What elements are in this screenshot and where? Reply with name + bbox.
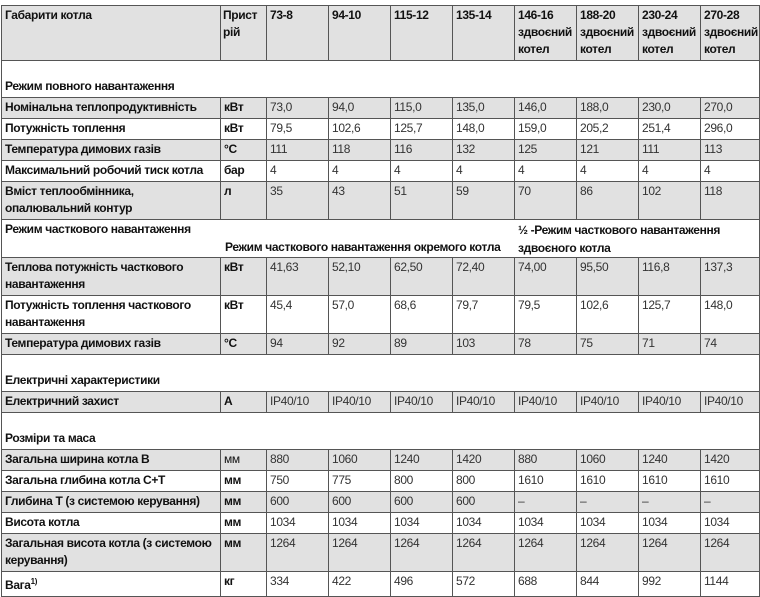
value-cell: 57,0 (329, 296, 391, 334)
value-cell: – (639, 492, 701, 513)
value-cell: 1034 (515, 513, 577, 534)
table-row (2, 492, 760, 513)
row-label-text: Температура димових газів (5, 142, 161, 156)
row-label (2, 450, 221, 471)
row-label (2, 140, 221, 161)
value-cell: 1034 (639, 513, 701, 534)
value-cell: 135,0 (453, 98, 515, 119)
row-unit: мм (221, 534, 267, 572)
value-cell: 1144 (701, 572, 760, 597)
value-cell: 230,0 (639, 98, 701, 119)
table-row (2, 119, 760, 140)
value-cell: 35 (267, 182, 329, 220)
section-title: Електричні характеристики (2, 355, 760, 392)
value-cell: 137,3 (701, 258, 760, 296)
value-cell: 1264 (391, 534, 453, 572)
value-cell: 496 (391, 572, 453, 597)
value-cell: 800 (453, 471, 515, 492)
table-row (2, 296, 760, 334)
value-cell: 1264 (515, 534, 577, 572)
section-title: Розміри та маса (2, 413, 760, 450)
value-cell: 41,63 (267, 258, 329, 296)
model-header: 270-28 здвоєний котел (701, 6, 760, 61)
row-label (2, 492, 221, 513)
row-label (2, 572, 221, 597)
value-cell: 775 (329, 471, 391, 492)
value-cell: 113 (701, 140, 760, 161)
value-cell: 72,40 (453, 258, 515, 296)
value-cell: 1264 (267, 534, 329, 572)
section-title (2, 220, 760, 258)
row-unit: л (221, 182, 267, 220)
row-unit: A (221, 392, 267, 413)
row-label-text: Потужність топлення (5, 121, 126, 135)
value-cell: 1034 (267, 513, 329, 534)
value-cell: 103 (453, 334, 515, 355)
value-cell: 92 (329, 334, 391, 355)
value-cell: 159,0 (515, 119, 577, 140)
value-cell: 188,0 (577, 98, 639, 119)
table-row (2, 534, 760, 572)
table-row (2, 572, 760, 597)
row-unit: мм (221, 450, 267, 471)
row-label-text: Температура димових газів (5, 336, 161, 350)
value-cell: 600 (267, 492, 329, 513)
value-cell: 43 (329, 182, 391, 220)
value-cell: 148,0 (453, 119, 515, 140)
value-cell: 111 (267, 140, 329, 161)
section-title: Режим повного навантаження (2, 61, 760, 98)
value-cell: 1264 (701, 534, 760, 572)
value-cell: 59 (453, 182, 515, 220)
row-label-text: Загальная висота котла (з системою керування) (5, 536, 212, 567)
subtitle-double-boiler: ½ -Режим часткового навантаження здвоєного котла (518, 223, 721, 255)
value-cell: 95,50 (577, 258, 639, 296)
value-cell: 1610 (639, 471, 701, 492)
row-unit: кВт (221, 296, 267, 334)
row-unit: кг (221, 572, 267, 597)
row-label-text: Висота котла (5, 515, 80, 529)
value-cell: IP40/10 (453, 392, 515, 413)
row-unit: мм (221, 492, 267, 513)
model-header: 94-10 (329, 6, 391, 61)
value-cell: 1060 (329, 450, 391, 471)
row-unit: °C (221, 140, 267, 161)
section-header-row (2, 61, 760, 98)
value-cell: 4 (577, 161, 639, 182)
row-unit: кВт (221, 98, 267, 119)
value-cell: 146,0 (515, 98, 577, 119)
value-cell: 1034 (391, 513, 453, 534)
row-unit: кВт (221, 119, 267, 140)
value-cell: 125,7 (639, 296, 701, 334)
value-cell: 1240 (639, 450, 701, 471)
model-header: 146-16 здвоєний котел (515, 6, 577, 61)
value-cell: – (515, 492, 577, 513)
table-header-row (2, 6, 760, 61)
value-cell: 79,5 (267, 119, 329, 140)
value-cell: 74 (701, 334, 760, 355)
value-cell: 1420 (453, 450, 515, 471)
value-cell: 94 (267, 334, 329, 355)
row-label-text: Вміст теплообмінника, опалювальний контур (5, 184, 134, 215)
row-label (2, 534, 221, 572)
value-cell: 111 (639, 140, 701, 161)
value-cell: 600 (329, 492, 391, 513)
table-row (2, 513, 760, 534)
value-cell: 71 (639, 334, 701, 355)
model-header: 135-14 (453, 6, 515, 61)
header-label: Габарити котла (2, 6, 221, 61)
row-unit: мм (221, 471, 267, 492)
value-cell: 1264 (329, 534, 391, 572)
value-cell: 1034 (701, 513, 760, 534)
value-cell: 68,6 (391, 296, 453, 334)
row-label-text: Номінальна теплопродуктивність (5, 100, 197, 114)
value-cell: 844 (577, 572, 639, 597)
value-cell: 121 (577, 140, 639, 161)
value-cell: IP40/10 (267, 392, 329, 413)
value-cell: 334 (267, 572, 329, 597)
value-cell: 600 (453, 492, 515, 513)
value-cell: 1034 (329, 513, 391, 534)
table-row (2, 182, 760, 220)
value-cell: 880 (515, 450, 577, 471)
value-cell: 148,0 (701, 296, 760, 334)
value-cell: 800 (391, 471, 453, 492)
value-cell: IP40/10 (329, 392, 391, 413)
value-cell: 52,10 (329, 258, 391, 296)
value-cell: 125 (515, 140, 577, 161)
value-cell: 1420 (701, 450, 760, 471)
row-label-text: Загальна глибина котла C+T (5, 473, 165, 487)
row-unit: мм (221, 513, 267, 534)
value-cell: 102 (639, 182, 701, 220)
value-cell: 79,7 (453, 296, 515, 334)
value-cell: 251,4 (639, 119, 701, 140)
value-cell: 102,6 (577, 296, 639, 334)
row-label (2, 161, 221, 182)
section-title-text: Режим часткового навантаження (5, 222, 191, 236)
value-cell: 1610 (577, 471, 639, 492)
value-cell: 1034 (453, 513, 515, 534)
model-header: 73-8 (267, 6, 329, 61)
model-header: 230-24 здвоєний котел (639, 6, 701, 61)
value-cell: 118 (329, 140, 391, 161)
model-header: 188-20 здвоєний котел (577, 6, 639, 61)
value-cell: 94,0 (329, 98, 391, 119)
value-cell: 296,0 (701, 119, 760, 140)
row-label (2, 258, 221, 296)
row-label (2, 392, 221, 413)
row-label (2, 182, 221, 220)
value-cell: 992 (639, 572, 701, 597)
value-cell: 4 (515, 161, 577, 182)
value-cell: 116 (391, 140, 453, 161)
value-cell: 116,8 (639, 258, 701, 296)
value-cell: 1610 (515, 471, 577, 492)
value-cell: 4 (453, 161, 515, 182)
footnote-marker: 1) (30, 577, 38, 586)
boiler-specs-table (1, 5, 760, 597)
table-row (2, 471, 760, 492)
value-cell: 4 (639, 161, 701, 182)
value-cell: 1240 (391, 450, 453, 471)
value-cell: 102,6 (329, 119, 391, 140)
row-unit: °C (221, 334, 267, 355)
value-cell: 750 (267, 471, 329, 492)
value-cell: 70 (515, 182, 577, 220)
table-row (2, 140, 760, 161)
value-cell: – (701, 492, 760, 513)
value-cell: 600 (391, 492, 453, 513)
row-label (2, 334, 221, 355)
value-cell: 572 (453, 572, 515, 597)
value-cell: 51 (391, 182, 453, 220)
model-header: 115-12 (391, 6, 453, 61)
value-cell: 4 (329, 161, 391, 182)
value-cell: 270,0 (701, 98, 760, 119)
table-row (2, 258, 760, 296)
row-label (2, 296, 221, 334)
value-cell: 62,50 (391, 258, 453, 296)
value-cell: 1264 (577, 534, 639, 572)
value-cell: 78 (515, 334, 577, 355)
row-label-text: Теплова потужність часткового навантаження (5, 260, 184, 291)
value-cell: 422 (329, 572, 391, 597)
value-cell: 115,0 (391, 98, 453, 119)
table-row (2, 334, 760, 355)
table-row (2, 161, 760, 182)
value-cell: 74,00 (515, 258, 577, 296)
value-cell: 1264 (639, 534, 701, 572)
value-cell: 73,0 (267, 98, 329, 119)
row-label-text: Потужність топлення часткового навантаження (5, 298, 191, 329)
row-label (2, 119, 221, 140)
header-unit: Пристрій (221, 6, 267, 61)
value-cell: 688 (515, 572, 577, 597)
value-cell: 132 (453, 140, 515, 161)
value-cell: 1034 (577, 513, 639, 534)
row-label-text: Електричний захист (5, 394, 119, 408)
row-label-text: Вага (5, 578, 31, 592)
value-cell: IP40/10 (515, 392, 577, 413)
value-cell: 86 (577, 182, 639, 220)
section-header-row (2, 355, 760, 392)
value-cell: 79,5 (515, 296, 577, 334)
value-cell: 880 (267, 450, 329, 471)
row-label-text: Загальна ширина котла B (5, 452, 150, 466)
value-cell: – (577, 492, 639, 513)
section-header-row (2, 413, 760, 450)
value-cell: 45,4 (267, 296, 329, 334)
value-cell: IP40/10 (701, 392, 760, 413)
value-cell: 4 (267, 161, 329, 182)
table-row (2, 98, 760, 119)
table-row (2, 450, 760, 471)
value-cell: 4 (701, 161, 760, 182)
value-cell: 1264 (453, 534, 515, 572)
value-cell: 89 (391, 334, 453, 355)
value-cell: 75 (577, 334, 639, 355)
row-label (2, 471, 221, 492)
value-cell: IP40/10 (577, 392, 639, 413)
section-header-row (2, 220, 760, 258)
row-label (2, 98, 221, 119)
value-cell: 125,7 (391, 119, 453, 140)
row-unit: бар (221, 161, 267, 182)
value-cell: 4 (391, 161, 453, 182)
row-label-text: Максимальний робочий тиск котла (5, 163, 203, 177)
value-cell: IP40/10 (639, 392, 701, 413)
value-cell: 1060 (577, 450, 639, 471)
value-cell: 118 (701, 182, 760, 220)
value-cell: 205,2 (577, 119, 639, 140)
table-row (2, 392, 760, 413)
row-label-text: Глибина T (з системою керування) (5, 494, 200, 508)
row-label (2, 513, 221, 534)
value-cell: 1610 (701, 471, 760, 492)
row-unit: кВт (221, 258, 267, 296)
subtitle-single-boiler: Режим часткового навантаження окремого котла (225, 240, 501, 254)
value-cell: IP40/10 (391, 392, 453, 413)
